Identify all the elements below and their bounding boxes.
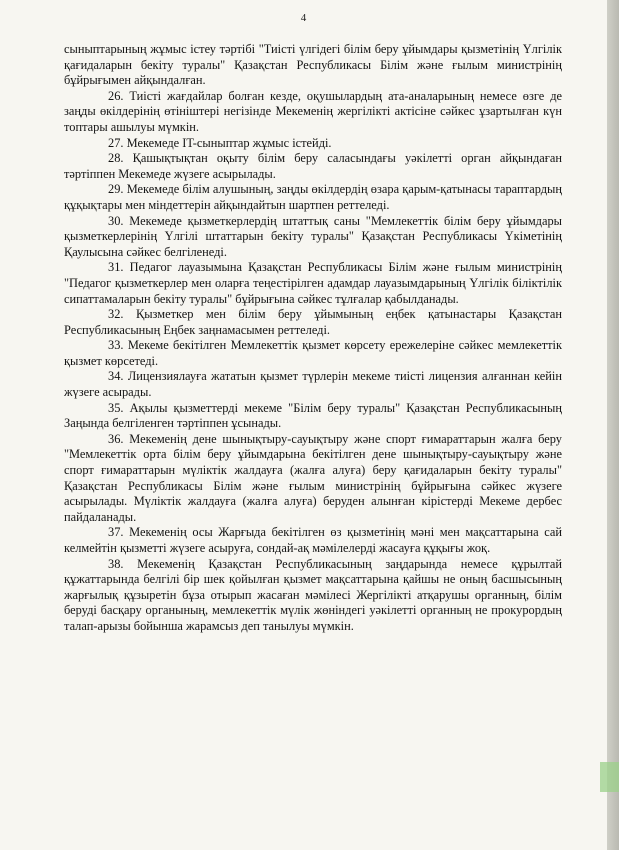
paragraph: 35. Ақылы қызметтерді мекеме "Білім беру туралы" Қазақстан Республикасының Заңында белгіленген тәртіппен ұсынады. bbox=[64, 400, 562, 431]
page-number: 4 bbox=[300, 12, 307, 24]
paragraph: 36. Мекеменің дене шынықтыру-сауықтыру және спорт ғимараттарын жалға беру "Мемлекеттік орта білім беру ұйымдарына бекітілген дене шынықтыру-сауықтыру және спорт ғимараттарын мүліктік жалдауға (жалға алуға) беру қағидаларын бекіту туралы" Қазақстан Республикасы Білім және ғылым министрінің бұйрығына сәйкес жүзеге асырылады. Мүліктік жалдауға (жалға алуға) беруден алынған кірістерді Мекеме дербес пайдаланады. bbox=[64, 431, 562, 524]
paragraph: 28. Қашықтықтан оқыту білім беру саласындағы уәкілетті орган айқындаған тәртіппен Мекемеде жүзеге асырылады. bbox=[64, 151, 562, 181]
paragraph: 27. Мекемеде IT-сыныптар жұмыс істейді. bbox=[108, 135, 332, 150]
scan-color-mark bbox=[600, 762, 619, 792]
paragraph: 37. Мекеменің осы Жарғыда бекітілген өз қызметінің мәні мен мақсаттарына сай келмейтін қызметті жүзеге асыруға, сондай-ақ мәмілелерді жасауға құқығы жоқ. bbox=[64, 525, 562, 555]
paragraph: 33. Мекеме бекітілген Мемлекеттік қызмет көрсету ережелеріне сәйкес мемлекеттік қызмет көрсетеді. bbox=[64, 338, 562, 368]
scan-edge bbox=[607, 0, 619, 850]
paragraph: 34. Лицензиялауға жататын қызмет түрлерін мекеме тиісті лицензия алғаннан кейін жүзеге асырады. bbox=[64, 369, 562, 400]
paragraph: 32. Қызметкер мен білім беру ұйымының еңбек қатынастары Қазақстан Республикасының Еңбек заңнамасымен реттеледі. bbox=[64, 307, 562, 337]
document-body bbox=[64, 42, 562, 635]
paragraph: 31. Педагог лауазымына Қазақстан Республикасы Білім және ғылым министрінің "Педагог қызметкерлер мен оларға теңестірілген адамдар лауазымдарының Үлгілік біліктілік сипаттамаларын бекіту туралы" бұйрығына сәйкес тұлғалар қабылданады. bbox=[64, 260, 562, 306]
paragraph: 38. Мекеменің Қазақстан Республикасының заңдарында немесе құрылтай құжаттарында белгілі бір шек қойылған қызмет мақсаттарына қайшы не оның басшысының жарғылық құзыретін бұза отырып жасаған мәмілесі Жергілікті атқарушы органның, білім беруді басқару органының, мемлекеттік мүлік жөніндегі уәкілетті органның не прокурордың талап-арызы бойынша жарамсыз деп танылуы мүмкін. bbox=[64, 556, 562, 633]
paragraph: 29. Мекемеде білім алушының, заңды өкілдердің өзара қарым-қатынасы тараптардың құқықтары мен міндеттерін айқындайтын шартпен реттеледі. bbox=[64, 182, 562, 212]
paragraph: 30. Мекемеде қызметкерлердің штаттық саны "Мемлекеттік білім беру ұйымдары қызметкерлерінің Үлгілі штаттарын бекіту туралы" Қазақстан Республикасы Үкіметінің Қаулысына сәйкес белгіленеді. bbox=[64, 213, 562, 259]
paragraph: 26. Тиісті жағдайлар болған кезде, оқушылардың ата-аналарының немесе өзге де заңды өкілдерінің өтініштері негізінде Мекеменің жергілікті актісіне сәйкес ұзартылған күн топтары ашылуы мүмкін. bbox=[64, 88, 562, 134]
paragraph: сыныптарының жұмыс істеу тәртібі "Тиісті үлгідегі білім беру ұйымдары қызметінің Үлгілік қағидаларын бекіту туралы" Қазақстан Республикасы Білім және ғылым министрінің бұйрығымен айқындалған. bbox=[64, 42, 562, 88]
